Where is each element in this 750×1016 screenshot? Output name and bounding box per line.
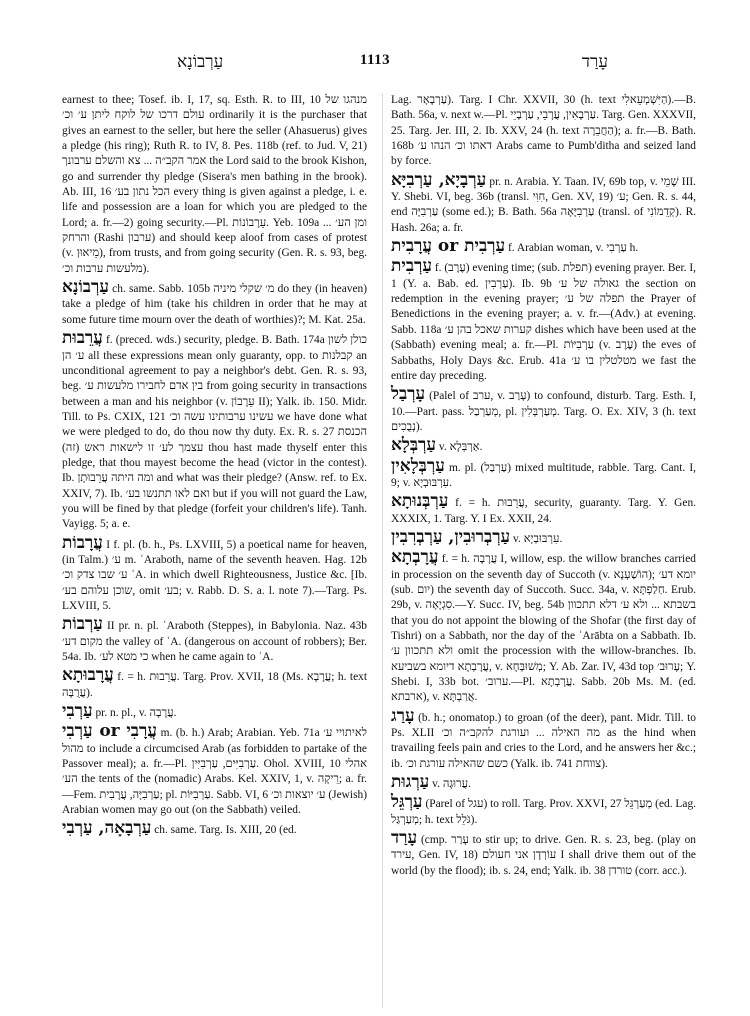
entry-headword: עֲרָבוֹת <box>62 532 103 553</box>
entry-text: f. (עֶרֶב) evening time; (sub. תפלת) evening prayer. Ber. I, 1 (Y. a. Bab. ed. עַרְבִין). Ib. 9b גאולה של ע׳ the section on redemption in the evening prayer; תפלה של ע׳ the Prayer of Benedictions in the evening prayer; a. v. fr.—(Adv.) at evening. Sabb. 118a קערות שאכל בהן ע׳ dishes which have been used at the (Sabbath) evening meal; a. fr.—Pl. עַרְבִיּוֹת (v. עֶרֶב) the eves of Sabbaths, Holy Days &c. Erub. 41a מטלטלין בו ע׳ we fast the entire day preceding. <box>391 262 697 382</box>
dictionary-entry <box>62 818 367 839</box>
entry-headword: עָרַג <box>391 705 415 726</box>
entry-text: v. עִרְבּוּבְיָא. <box>513 532 563 545</box>
dictionary-entry <box>391 256 697 384</box>
dictionary-entry <box>391 455 697 492</box>
dictionary-entry <box>391 491 696 527</box>
entry-text: m. pl. (עַרְבַל) mixed multitude, rabble. Targ. Cant. I, 9; v. עִרְבּוּבְיָא. <box>391 461 697 489</box>
header-right-headword: עָרַד <box>581 52 608 71</box>
column-divider <box>382 93 383 1008</box>
entry-text: f. = h. עֲרֵבוּת. Targ. Prov. XVII, 18 (Ms. עֲרָבָא; h. text עֲרֻבָּה). <box>62 671 368 699</box>
dictionary-entry <box>62 328 368 532</box>
entry-headword: עָרְבַל <box>391 384 426 405</box>
page-number: 1113 <box>359 52 391 68</box>
right-column <box>391 93 696 882</box>
entry-headword: עֲרָבְתָא <box>391 547 439 568</box>
entry-text: pr. n. Arabia. Y. Taan. IV, 69b top, v. שָׁמֵי III. Y. Shebi. VI, beg. 36b (transl. חִוִּי, Gen. XV, 19) ע׳; Gen. R. s. 44, end עַרְבִיָּה (some ed.); B. Bath. 56a עַרְבִיָּאָה (transl. of קְדֵמוֹנִי). R. Hash. 26a; a. fr. <box>391 175 697 234</box>
entry-headword: עַרְבִי or עֲרָבִי <box>62 721 157 742</box>
entry-headword: עַרְבְּלָאִין <box>391 455 445 476</box>
entry-text: (Palel of ערב, v. עָרַב) to confound, disturb. Targ. Esth. I, 10.—Part. pass. מְעַרְבַל, pl. מְעַרְבְּלִין. Targ. O. Ex. XIV, 3 (h. text נְבֻכִים). <box>391 390 696 433</box>
entry-text: f. Arabian woman, v. עַרְבִי h. <box>508 242 639 255</box>
entry-text: I f. pl. (b. h., Ps. LXVIII, 5) a poetical name for heaven, (in Talm.) ע׳ m. ʿAraboth, name of the seventh heaven. Hag. 12b ע׳ שבו צדק וכ׳ ʿA. in which dwell Righteousness, Justice &c. [Ib. שוכן עלוהם בע׳, omit בע׳; v. Rabb. D. S. a. l. note 7).—Targ. Ps. LXVIII, 5. <box>62 538 368 612</box>
entry-headword: עָרַד <box>391 828 418 849</box>
entry-text: f. = h. עֲרֵבוּת, security, guaranty. Targ. Y. Gen. XXXIX, 1. Targ. Y. I Ex. XXII, 24. <box>391 497 696 525</box>
entry-headword: עַרְבְּנוּתָא <box>391 491 449 512</box>
dictionary-entry <box>62 721 367 818</box>
dictionary-entry <box>62 614 367 665</box>
dictionary-entry <box>62 701 367 722</box>
entry-text: pr. n. pl., v. עֲרָבָה. <box>95 707 177 720</box>
entry-headword: עַרְבִית <box>391 256 432 277</box>
header-left-headword: עַרְבוֹנָא <box>177 52 224 71</box>
dictionary-entry <box>62 277 367 328</box>
dictionary-entry <box>391 526 696 547</box>
entry-headword: עַרְבִי <box>62 701 93 722</box>
entry-headword: עַרְגֵּל <box>391 792 423 813</box>
entry-text: f. (preced. wds.) security, pledge. B. Bath. 174a כולן לשון ע׳ הן all these expressions mean only guaranty, opp. to קבלנות an unconditional agreement to pay a neighbor's debt. Gen. R. s. 93, beg. בין אדם לחבירו מלעשות ע׳ from going security in transactions between a man and his neighbor (v. עֵרָבוֹן II); Yalk. ib. 150. Midr. Till. to Ps. CXIX, 121 עשינו ערבותינו עשה וכ׳ we have done what we were pledged to do, do thou now thy duty. Ex. R. s. 27 הכנסת עצמך לע׳ זו לישאות ראש (זה) thou hast made thyself enter this pledge, that thou mayest become the head (victor in the contest). Ib. ומה היתה עֲרֵבוּתָן and what was their pledge? (Answ. ref. to Ex. XXIV, 7). Ib. ואם לאו תתנשו בע׳ but if you will not guard the Law, you will be fined by that pledge (forfeit your children's life). Tanh. Vayigg. 5; a. e. <box>62 334 368 531</box>
page-header <box>62 52 688 74</box>
entry-headword: עַרְבְּלָא <box>391 435 437 456</box>
entry-headword: עַרְבוֹנָא <box>62 277 109 298</box>
dictionary-entry <box>391 384 696 435</box>
entry-text: v. עֲרוּגָה. <box>432 778 471 791</box>
dictionary-entry <box>391 705 696 772</box>
dictionary-entry <box>391 93 696 170</box>
entry-text: ch. same. Sabb. 105b מ׳ שקלי מיניה do they (in heaven) take a pledge of him (take his children in order that he may at some future time mourn over the death of worthies)?; M. Kat. 25a. <box>62 283 367 326</box>
entry-text: (b. h.; onomatop.) to groan (of the deer), pant. Midr. Till. to Ps. XLII מה האילה ... ועורגת להקב״ה וכ׳ as the hind when travailing feels pain and cries to the Lord, and he answers her &c.; ib. כשם שהאילה עורגת וכ׳ (Yalk. ib. 741 צווחת). <box>391 711 696 770</box>
entry-text: ch. same. Targ. Is. XIII, 20 (ed. <box>154 824 297 837</box>
dictionary-entry <box>391 169 697 236</box>
dictionary-entry <box>391 828 696 879</box>
entry-headword: עֲרָבוּתָא <box>62 665 114 686</box>
entry-headword: עֲרֵבוּת <box>62 328 103 349</box>
entry-headword: עַרְבָיָא, עַרְבִיָּא <box>391 169 487 190</box>
entry-text: earnest to thee; Tosef. ib. I, 17, sq. Esth. R. to III, 10 מנהגו של עולם דרכו של לוקח ליתן ע׳ וכ׳ ordinarily it is the purchaser that gives an earnest to the seller, but here the seller (Ahasuerus) gives a pledge (his ring); Ruth R. to IV, 8. Pes. 118b (ref. to Jud. V, 21) אמר הקב״ה ... צא והשלם ערבונך the Lord said to the brook Kishon, go and surrender thy pledge (Sisera's men bathing in the brook). Ab. III, 16 הכל נתון בע׳ every thing is given against a pledge, i. e. life and possession are a loan for which you are pledged to the Lord; a. fr.—2) going security.—Pl. עֵרָבוֹנוֹת. Yeb. 109a ומן הע׳ ... והרחק (Rashi ערבון) and should keep aloof from cases of protest (v. מֵיאוּן), from trusts, and from going security (Gen. R. s. 93, beg. מלעשות ערבות וכ׳). <box>62 94 368 275</box>
dictionary-entry <box>391 547 697 705</box>
entry-text: m. (b. h.) Arab; Arabian. Yeb. 71a לאיתויי ע׳ מהול to include a circumcised Arab (as forbidden to partake of the Passover meal); a. fr.—Pl. עַרְבִיִּים, עַרְבִיִּין. Ohol. XVIII, 10 אהלי הע׳ the tents of the (nomadic) Arabs. Kel. XXIV, 1, v. רֵיקָה; a. fr.—Fem. עַרְבִיָּה, עֲרָבִית; pl. עַרְבִיּוֹת. Sabb. VI, 6 ע׳ יוצאות וכ׳ (Jewish) Arabian women may go out (on the Sabbath) veiled. <box>62 727 367 817</box>
entry-headword: עַרְבְרוּבִין, עַרְבְרִבִין <box>391 526 511 547</box>
entry-text: II pr. n. pl. ʿAraboth (Steppes), in Babylonia. Naz. 43b מקום דע׳ the valley of ʿA. (dangerous on account of robbers); Ber. 54a. Ib. כי מטא לע׳ when he came again to ʿA. <box>62 620 367 664</box>
dictionary-entry <box>391 792 696 828</box>
entry-text: (cmp. עָרַר to stir up; to drive. Gen. R. s. 23, beg. (play on עירד, Gen. IV, 18) עוֹרְדָן אני חעולם I shall drive them out of the world (by the flood); ib. s. 24, end; Yalk. ib. 38 טורדן (corr. acc.). <box>391 834 696 877</box>
dictionary-entry <box>391 236 696 257</box>
entry-text: Lag. עַרְבָאָר). Targ. I Chr. XXVII, 30 (h. text הַיִּשְׁמְעֵאלִי).—B. Bath. 56a, v. next w.—Pl. עַרְבָאִין, עֲרָבֵי, עַרְבָיֵי. Targ. Gen. XXXVII, 25. Targ. Jer. III, 2. Ib. XXV, 24 (h. text הַחֲבֵרָה); a. fr.—B. Bath. 168b דאתו וכ׳ הנהו ע׳ Arabs came to Pumb'ditha and seized land by force. <box>391 94 697 168</box>
dictionary-entry <box>391 435 696 456</box>
left-column <box>62 93 367 842</box>
entry-headword: עֲרָבִית or עַרְבִית <box>391 236 506 257</box>
dictionary-entry <box>62 532 368 615</box>
entry-headword: עַרְבָאָה, עַרְבִי <box>62 818 152 839</box>
entry-text: (Parel of עגל) to roll. Targ. Prov. XXVI, 27 מְעַרְגֵּל (ed. Lag. מְעַרְגַּל; h. text גֹּלֵל). <box>391 798 696 826</box>
entry-text: f. = h. עֲרָבָה I, willow, esp. the willow branches carried in procession on the seventh day of Succoth (v. הוֹשַׁעְנָא); יומא דע׳ (sub. יום) the seventh day of Succoth. Succ. 34a, v. חַלַפְתָּא. Erub. 29b, v. סִגְיָאָה.—Y. Succ. IV, beg. 54b בשבתא ... ולא ע׳ דלא תתכוון that you do not appoint the blowing of the Shofar (the first day of Tishri) on a Sabbath, nor the day of the ʿArābta on a Sabbath. Ib. ולא תתכוון ע׳ omit the procession with the willow-branches. Ib. עֲרָבְתָא דיומא בשביעא, v. מְשׁוּבְּחָא; Y. Ab. Zar. IV, 43d top עָרוּב׳; Y. Shebi. I, 33b bot. ערוב׳.—Pl. עֲרָבְתָא. Sabb. 20b Ms. M. (ed. ארבתא), v. אֲרַבְתָּא. <box>391 553 697 704</box>
dictionary-entry <box>62 665 368 701</box>
entry-headword: עַרְגוּת <box>391 772 430 793</box>
entry-headword: עַרְבוֹת <box>62 614 103 635</box>
dictionary-entry <box>391 772 696 793</box>
entry-text: v. אַרְבְּלָא. <box>438 441 483 454</box>
dictionary-entry <box>62 93 367 277</box>
